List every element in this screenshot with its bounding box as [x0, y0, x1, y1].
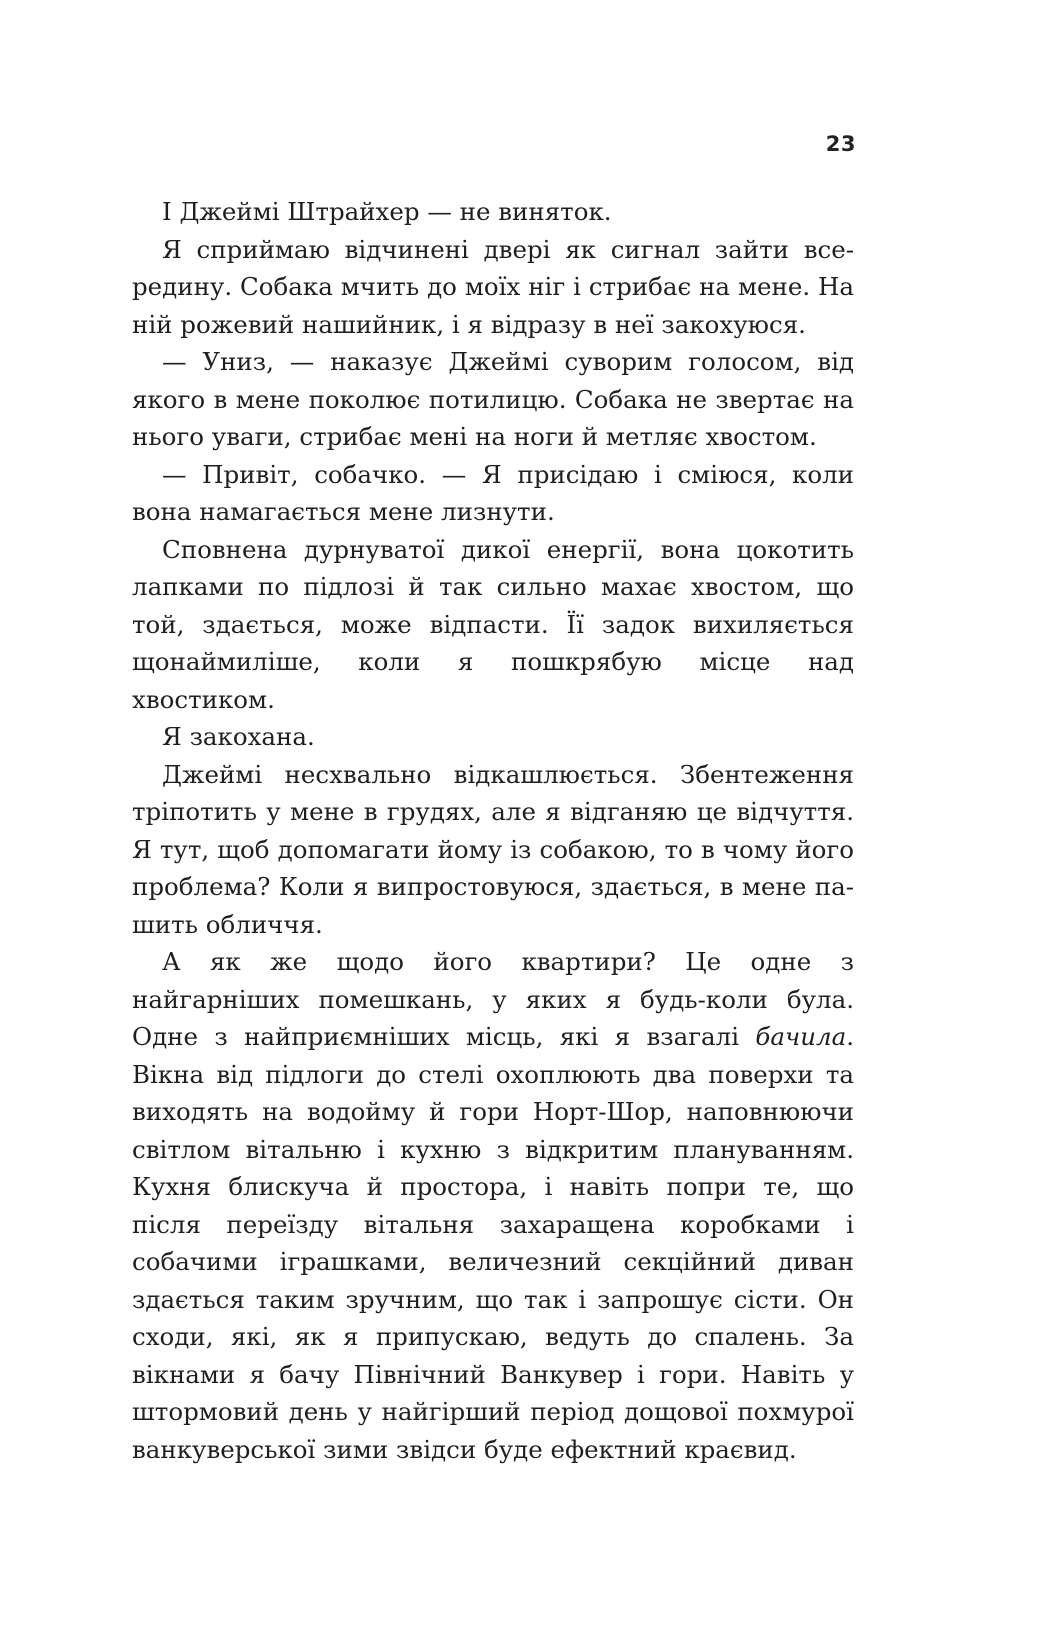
paragraph-7: Джеймі несхвально відкашлюється. Збентеження тріпотить у мене в грудях, але я відганяю це відчуття. Я тут, щоб допомагати йому із собакою, то в чому його проблема? Коли я випростовуюся, здається, в мене пашить обличчя.: [132, 759, 854, 939]
paragraph-8-end: . Вікна від підлоги до стелі охоплюють два поверхи та виходять на водойму й гори Норт-Шор, наповнюючи світлом вітальню і кухню з відкритим плануванням. Кухня блискуча й простора, і навіть попри те, що після переїзду вітальня захаращена коробками і собачими іграшками, величезний секційний диван здається таким зручним, що так і запрошує сісти. Он сходи, які, як я припускаю, ведуть до спалень. За вікнами я бачу Північний Ванкувер і гори. Навіть у штормовий день у найгірший період дощової похмурої ванкуверської зими звідси буде ефектний краєвид.: [132, 1022, 854, 1464]
paragraph-1: І Джеймі Штрайхер — не виняток.: [162, 197, 612, 226]
page-number: 23: [825, 132, 856, 156]
paragraph-8-start: А як же щодо його квартири? Це одне з найгарніших помешкань, у яких я будь-коли була. Одне з найприємніших місць, які я взагалі: [132, 947, 854, 1051]
body-text: [132, 193, 854, 1468]
paragraph-6: Я закохана.: [162, 722, 315, 751]
paragraph-5: Сповнена дурнуватої дикої енергії, вона цокотить лапками по підлозі й так сильно махає хвостом, що той, здається, може відпасти. Її задок вихиляється щонаймиліше, коли я пошкрябую місце над хвостиком.: [132, 534, 854, 714]
paragraph-2: Я сприймаю відчинені двері як сигнал зайти всередину. Собака мчить до моїх ніг і стрибає на мене. На ній рожевий нашийник, і я відразу в неї закохуюся.: [132, 234, 854, 339]
paragraph-3: — Униз, — наказує Джеймі суворим голосом, від якого в мене поколює потилицю. Собака не звертає на нього уваги, стрибає мені на ноги й метляє хвостом.: [132, 347, 854, 451]
paragraph-8: [132, 943, 854, 1468]
paragraph-4: — Привіт, собачко. — Я присідаю і сміюся, коли вона намагається мене лизнути.: [132, 459, 854, 526]
emphasized-word: бачила: [755, 1022, 847, 1051]
